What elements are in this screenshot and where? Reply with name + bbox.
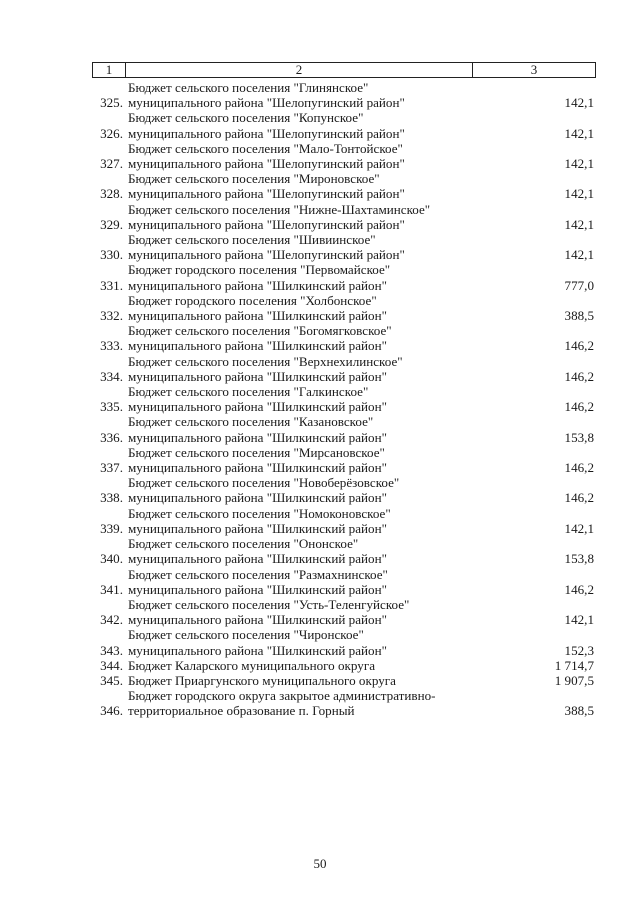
row-value: 146,2: [564, 399, 594, 415]
table-row: [92, 202, 596, 232]
row-description-line2: муниципального района "Шелопугинский район": [128, 156, 405, 172]
row-value: 388,5: [564, 308, 594, 324]
row-description: [126, 567, 496, 597]
row-description: [126, 384, 496, 414]
table-row: [92, 354, 596, 384]
row-number: 346.: [100, 703, 123, 719]
row-value: 142,1: [564, 612, 594, 628]
row-number: 337.: [100, 460, 123, 476]
header-col-1: 1: [93, 63, 126, 77]
row-description-line2: муниципального района "Шелопугинский район": [128, 95, 405, 111]
header-col-2: 2: [126, 63, 473, 77]
row-description-line2: муниципального района "Шилкинский район": [128, 551, 387, 567]
row-description-line1: Бюджет городского поселения "Первомайское": [128, 262, 391, 278]
row-description: [126, 688, 496, 718]
row-value: 142,1: [564, 520, 594, 536]
row-value: 146,2: [564, 581, 594, 597]
row-description-line1: Бюджет сельского поселения "Копунское": [128, 110, 364, 126]
row-description-line1: Бюджет сельского поселения "Казановское": [128, 414, 374, 430]
table-row: [92, 414, 596, 444]
row-description: [126, 202, 496, 232]
table-row: [92, 384, 596, 414]
row-description-line1: Бюджет сельского поселения "Ононское": [128, 536, 359, 552]
row-value: 142,1: [564, 156, 594, 172]
row-value: 146,2: [564, 338, 594, 354]
row-description-line1: Бюджет Каларского муниципального округа: [128, 657, 376, 673]
row-description: [126, 232, 496, 262]
row-value: 777,0: [564, 277, 594, 293]
table-row: [92, 171, 596, 201]
row-description: [126, 627, 496, 657]
row-description: [126, 475, 496, 505]
row-description-line1: Бюджет сельского поселения "Мироновское": [128, 171, 380, 187]
row-description-line2: муниципального района "Шилкинский район": [128, 612, 387, 628]
row-description-line2: муниципального района "Шилкинский район": [128, 642, 387, 658]
row-value: 142,1: [564, 125, 594, 141]
table-row: [92, 627, 596, 657]
row-description-line1: Бюджет сельского поселения "Мало-Тонтойское": [128, 140, 403, 156]
row-number: 338.: [100, 490, 123, 506]
row-description-line2: муниципального района "Шилкинский район": [128, 581, 387, 597]
row-description-line2: муниципального района "Шилкинский район": [128, 277, 387, 293]
row-value: 142,1: [564, 247, 594, 263]
row-description-line2: муниципального района "Шелопугинский район": [128, 186, 405, 202]
row-description-line1: Бюджет сельского поселения "Размахнинское": [128, 566, 388, 582]
row-value: 142,1: [564, 216, 594, 232]
row-description: [126, 673, 496, 688]
row-description-line2: муниципального района "Шилкинский район": [128, 429, 387, 445]
row-number: 329.: [100, 216, 123, 232]
row-description-line2: муниципального района "Шилкинский район": [128, 460, 387, 476]
row-description: [126, 110, 496, 140]
page-number: 50: [313, 856, 327, 871]
row-description-line1: Бюджет сельского поселения "Глинянское": [128, 80, 369, 95]
row-number: 345.: [100, 672, 123, 688]
table-row: [92, 232, 596, 262]
row-description-line1: Бюджет Приаргунского муниципального округа: [128, 672, 396, 688]
table-row: [92, 475, 596, 505]
row-description-line2: муниципального района "Шилкинский район": [128, 399, 387, 415]
row-description-line1: Бюджет сельского поселения "Богомягковское": [128, 323, 392, 339]
table-row: [92, 673, 596, 688]
table-row: [92, 658, 596, 673]
row-description-line1: Бюджет городского поселения "Холбонское": [128, 292, 377, 308]
row-number: 331.: [100, 277, 123, 293]
row-description-line1: Бюджет сельского поселения "Шивиинское": [128, 232, 376, 248]
row-description-line1: Бюджет сельского поселения "Мирсановское": [128, 444, 385, 460]
row-description: [126, 658, 496, 673]
row-number: 325.: [100, 95, 123, 111]
row-description-line1: Бюджет сельского поселения "Усть-Теленгуйское": [128, 596, 410, 612]
row-description-line1: Бюджет сельского поселения "Верхнехилинское": [128, 353, 403, 369]
row-description: [126, 354, 496, 384]
row-description-line1: Бюджет сельского поселения "Галкинское": [128, 384, 369, 400]
row-number: 333.: [100, 338, 123, 354]
row-value: 153,8: [564, 551, 594, 567]
row-description: [126, 171, 496, 201]
row-number: 332.: [100, 308, 123, 324]
header-col-3: 3: [530, 62, 538, 77]
table-body: [92, 80, 596, 719]
table-header: [92, 62, 596, 78]
row-value: 1 907,5: [554, 672, 594, 688]
table-row: [92, 80, 596, 110]
row-number: 335.: [100, 399, 123, 415]
table-row: [92, 262, 596, 292]
row-description: [126, 141, 496, 171]
row-description-line2: территориальное образование п. Горный: [128, 703, 355, 719]
table-row: [92, 597, 596, 627]
row-description: [126, 323, 496, 353]
row-description: [126, 80, 496, 110]
row-value: 146,2: [564, 368, 594, 384]
row-number: 340.: [100, 551, 123, 567]
row-description-line1: Бюджет сельского поселения "Новоберёзовское": [128, 475, 400, 491]
row-number: 334.: [100, 368, 123, 384]
row-number: 341.: [100, 581, 123, 597]
row-number: 327.: [100, 156, 123, 172]
table-row: [92, 506, 596, 536]
table-row: [92, 293, 596, 323]
row-description: [126, 262, 496, 292]
row-value: 142,1: [564, 186, 594, 202]
row-number: 328.: [100, 186, 123, 202]
row-description-line2: муниципального района "Шилкинский район": [128, 338, 387, 354]
row-description: [126, 293, 496, 323]
table-row: [92, 445, 596, 475]
row-value: 153,8: [564, 429, 594, 445]
row-description-line2: муниципального района "Шилкинский район": [128, 308, 387, 324]
row-number: 330.: [100, 247, 123, 263]
row-description: [126, 597, 496, 627]
row-description-line2: муниципального района "Шелопугинский район": [128, 247, 405, 263]
row-description-line2: муниципального района "Шилкинский район": [128, 368, 387, 384]
row-description-line1: Бюджет сельского поселения "Чиронское": [128, 627, 364, 643]
row-value: 152,3: [564, 642, 594, 658]
row-description-line1: Бюджет сельского поселения "Нижне-Шахтаминское": [128, 201, 431, 217]
row-number: 339.: [100, 520, 123, 536]
row-value: 388,5: [564, 703, 594, 719]
row-description-line1: Бюджет городского округа закрытое административно-: [128, 688, 436, 704]
row-number: 342.: [100, 612, 123, 628]
table-row: [92, 323, 596, 353]
row-description-line2: муниципального района "Шилкинский район": [128, 490, 387, 506]
table-row: [92, 536, 596, 566]
table-row: [92, 141, 596, 171]
row-value: 142,1: [564, 95, 594, 111]
table-row: [92, 567, 596, 597]
table-row: [92, 110, 596, 140]
row-number: 336.: [100, 429, 123, 445]
row-value: 146,2: [564, 490, 594, 506]
table-row: [92, 688, 596, 718]
row-number: 343.: [100, 642, 123, 658]
row-number: 326.: [100, 125, 123, 141]
row-number: 344.: [100, 657, 123, 673]
row-description: [126, 445, 496, 475]
row-description-line2: муниципального района "Шилкинский район": [128, 520, 387, 536]
row-value: 146,2: [564, 460, 594, 476]
row-value: 1 714,7: [554, 657, 594, 673]
row-description-line2: муниципального района "Шелопугинский район": [128, 216, 405, 232]
row-description: [126, 536, 496, 566]
row-description: [126, 414, 496, 444]
row-description: [126, 506, 496, 536]
row-description-line1: Бюджет сельского поселения "Номоконовское": [128, 505, 391, 521]
row-description-line2: муниципального района "Шелопугинский район": [128, 125, 405, 141]
